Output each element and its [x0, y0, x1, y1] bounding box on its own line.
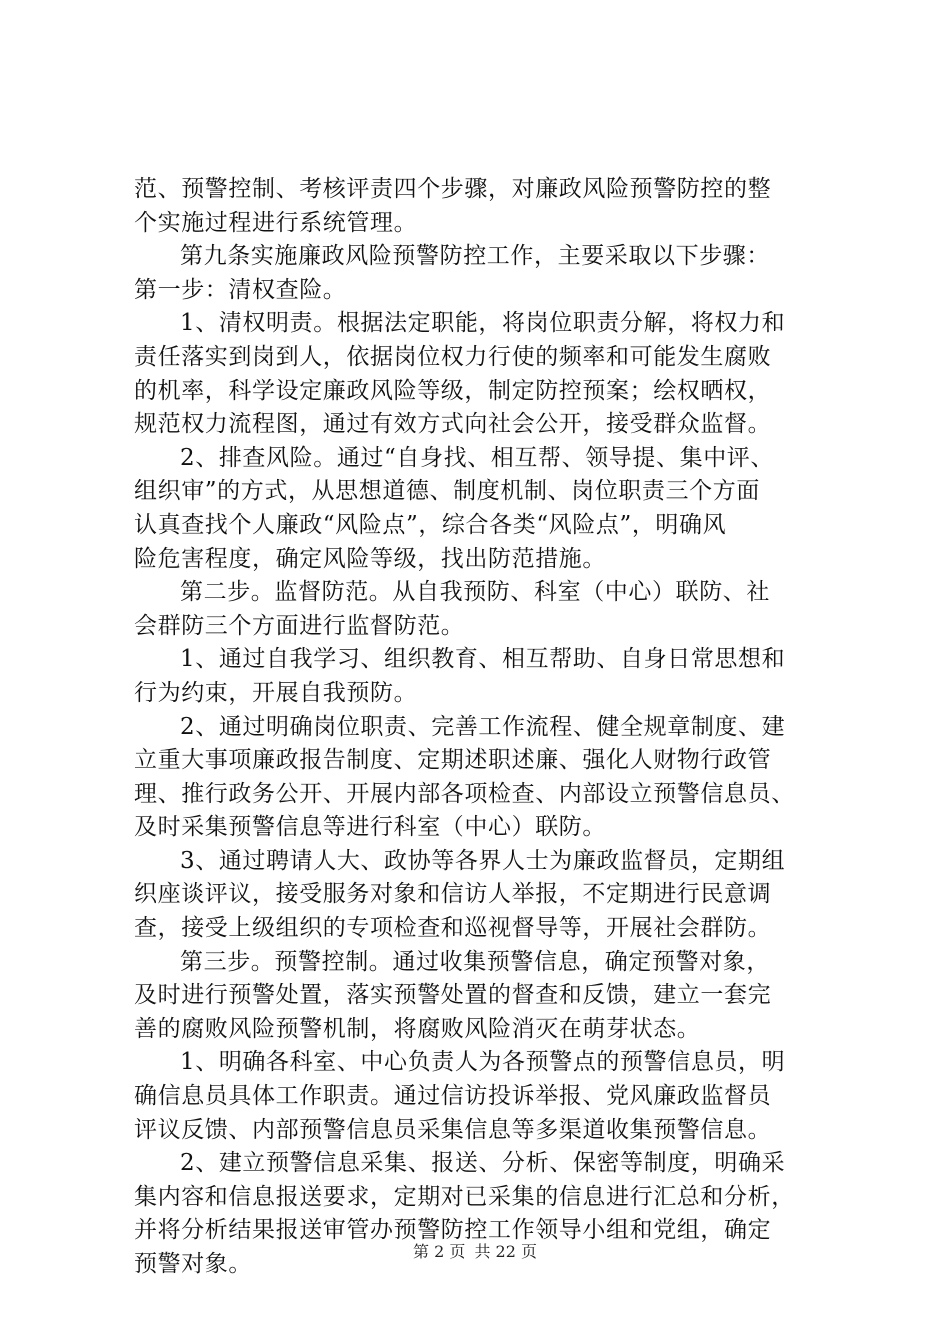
- text-line: 理、推行政务公开、开展内部各项检查、内部设立预警信息员、: [134, 780, 795, 807]
- text-line: 并将分析结果报送审管办预警防控工作领导小组和党组，确定: [134, 1217, 772, 1244]
- text-line: 第一步：清权查险。: [134, 276, 347, 303]
- text-line: 第三步。预警控制。通过收集预警信息，确定预警对象，: [180, 948, 770, 975]
- text-line: 1、通过自我学习、组织教育、相互帮助、自身日常思想和: [180, 646, 786, 673]
- text-line: 评议反馈、内部预警信息员采集信息等多渠道收集预警信息。: [134, 1116, 772, 1143]
- text-line: 织座谈评议，接受服务对象和信访人举报，不定期进行民意调: [134, 881, 772, 908]
- text-line: 及时采集预警信息等进行科室（中心）联防。: [134, 814, 606, 841]
- text-line: 个实施过程进行系统管理。: [134, 209, 418, 236]
- text-line: 险危害程度，确定风险等级，找出防范措施。: [134, 545, 606, 572]
- text-line: 1、明确各科室、中心负责人为各预警点的预警信息员，明: [180, 1049, 786, 1076]
- text-line: 2、通过明确岗位职责、完善工作流程、健全规章制度、建: [180, 713, 786, 740]
- text-line: 查，接受上级组织的专项检查和巡视督导等，开展社会群防。: [134, 915, 772, 942]
- text-line: 规范权力流程图，通过有效方式向社会公开，接受群众监督。: [134, 411, 772, 438]
- page-total: 共 22 页: [474, 1242, 537, 1261]
- text-line: 认真查找个人廉政“风险点”，综合各类“风险点”，明确风: [134, 511, 727, 538]
- text-line: 预警对象。: [134, 1251, 252, 1277]
- text-line: 及时进行预警处置，落实预警处置的督查和反馈，建立一套完: [134, 982, 772, 1009]
- text-line: 行为约束，开展自我预防。: [134, 679, 418, 706]
- text-line: 善的腐败风险预警机制，将腐败风险消灭在萌芽状态。: [134, 1015, 701, 1042]
- text-line: 3、通过聘请人大、政协等各界人士为廉政监督员，定期组: [180, 847, 786, 874]
- document-body: [134, 173, 834, 1282]
- text-line: 2、排查风险。通过“自身找、相互帮、领导提、集中评、: [180, 444, 774, 471]
- text-line: 的机率，科学设定廉政风险等级，制定防控预案；绘权晒权，: [134, 377, 772, 404]
- text-line: 第二步。监督防范。从自我预防、科室（中心）联防、社: [180, 579, 770, 606]
- text-line: 组织审”的方式，从思想道德、制度机制、岗位职责三个方面: [134, 478, 760, 505]
- page-number: 第 2 页: [413, 1242, 466, 1261]
- text-line: 2、建立预警信息采集、报送、分析、保密等制度，明确采: [180, 1150, 786, 1177]
- text-line: 范、预警控制、考核评责四个步骤，对廉政风险预警防控的整: [134, 176, 772, 202]
- text-line: 集内容和信息报送要求，定期对已采集的信息进行汇总和分析，: [134, 1183, 795, 1210]
- text-line: 1、清权明责。根据法定职能，将岗位职责分解，将权力和: [180, 310, 786, 337]
- text-line: 责任落实到岗到人，依据岗位权力行使的频率和可能发生腐败: [134, 343, 772, 370]
- text-line: 立重大事项廉政报告制度、定期述职述廉、强化人财物行政管: [134, 747, 772, 774]
- page-footer: [0, 1242, 950, 1262]
- text-line: 第九条实施廉政风险预警防控工作，主要采取以下步骤：: [180, 243, 770, 270]
- text-line: 会群防三个方面进行监督防范。: [134, 612, 465, 639]
- text-line: 确信息员具体工作职责。通过信访投诉举报、党风廉政监督员: [134, 1083, 772, 1110]
